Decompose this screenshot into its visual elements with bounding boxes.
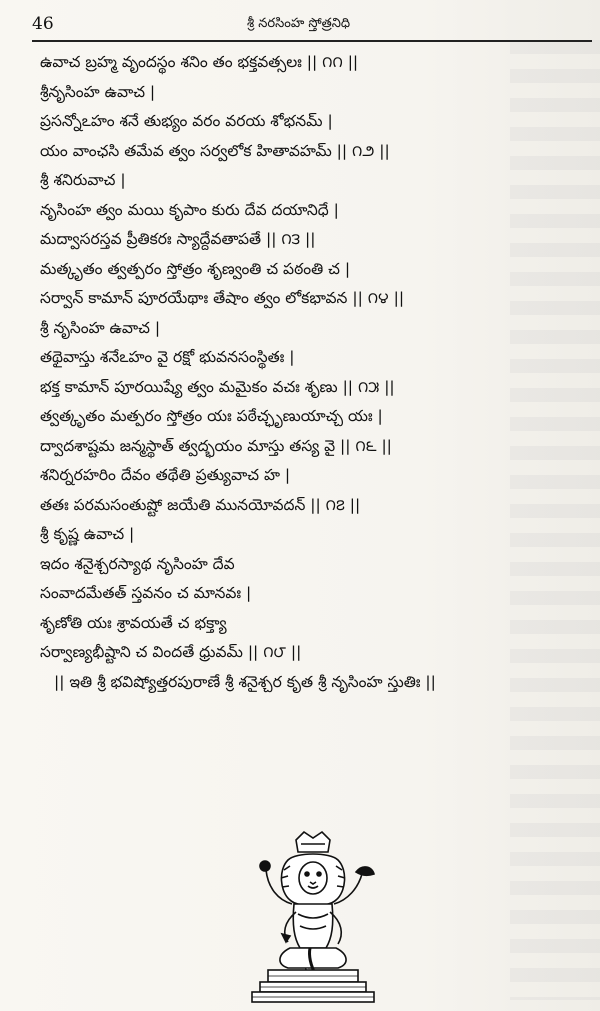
colophon: || ఇతి శ్రీ భవిష్యోత్తరపురాణే శ్రీ శనైశ్చర కృత శ్రీ నృసింహ స్తుతిః || — [54, 672, 436, 691]
running-title: శ్రీ నరసింహ స్తోత్రనిధి — [247, 16, 351, 31]
verse-line: శ్రీ నృసింహ ఉవాచ | — [40, 318, 161, 337]
verse-line: మత్కృతం త్వత్పరం స్తోత్రం శృణ్వంతి చ పఠంతి చ | — [40, 259, 351, 278]
verse-line: ఉవాచ బ్రహ్మ వృందస్థం శనిం తం భక్తవత్సలః || ౧౧ || — [40, 53, 359, 71]
verse-line: ఇదం శనైశ్చరస్యాథ నృసింహ దేవ — [40, 554, 235, 573]
verse-line: సంవాదమేతత్ స్తవనం చ మానవః | — [40, 584, 252, 602]
page-header — [32, 12, 592, 42]
verse-line: శ్రీనృసింహ ఉవాచ | — [40, 82, 156, 101]
verse-block — [40, 48, 580, 697]
verse-line: భక్త కామాన్ పూరయిష్యే త్వం మమైకం వచః శృణు || ౧౫ || — [40, 377, 395, 396]
verse-line: తథైవాస్తు శనేఽహం వై రక్షో భువనసంస్థితః | — [40, 348, 295, 366]
verse-line: ప్రసన్నోఽహం శనే తుభ్యం వరం వరయ శోభనమ్ | — [40, 112, 333, 130]
verse-line: త్వత్కృతం మత్పరం స్తోత్రం యః పఠేచ్ఛృణుయాచ్చ యః | — [40, 407, 383, 425]
verse-line: యం వాంఛసి తమేవ త్వం సర్వలోక హితావహమ్ || ౧౨ || — [40, 141, 390, 160]
verse-line: శ్రీ కృష్ణ ఉవాచ | — [40, 525, 135, 543]
verse-line: శనిర్నరహరిం దేవం తథేతి ప్రత్యువాచ హ | — [40, 466, 291, 484]
narasimha-deity-icon — [238, 830, 388, 1005]
verse-line: శృణోతి యః శ్రావయతే చ భక్త్యా — [40, 613, 227, 632]
verse-line: తతః పరమసంతుష్టో జయేతి మునయోవదన్ || ౧౭ || — [40, 495, 361, 514]
verse-line: సర్వాన్ కామాన్ పూరయేథాః తేషాం త్వం లోకభావన || ౧౪ || — [40, 289, 405, 307]
verse-line: సర్వాణ్యభీష్టాని చ విందతే ధ్రువమ్ || ౧౮ || — [40, 643, 302, 661]
page-number: 46 — [32, 14, 54, 34]
verse-line: ద్వాదశాష్టమ జన్మస్థాత్ త్వద్భయం మాస్తు తస్య వై || ౧౬ || — [40, 436, 392, 455]
verse-line: శ్రీ శనిరువాచ | — [40, 171, 126, 189]
verse-line: మద్వాసరస్తవ ప్రీతికరః స్యాద్దేవతాపతే || ౧౩ || — [40, 230, 316, 248]
verse-line: నృసింహ త్వం మయి కృపాం కురు దేవ దయానిధే | — [40, 200, 339, 219]
